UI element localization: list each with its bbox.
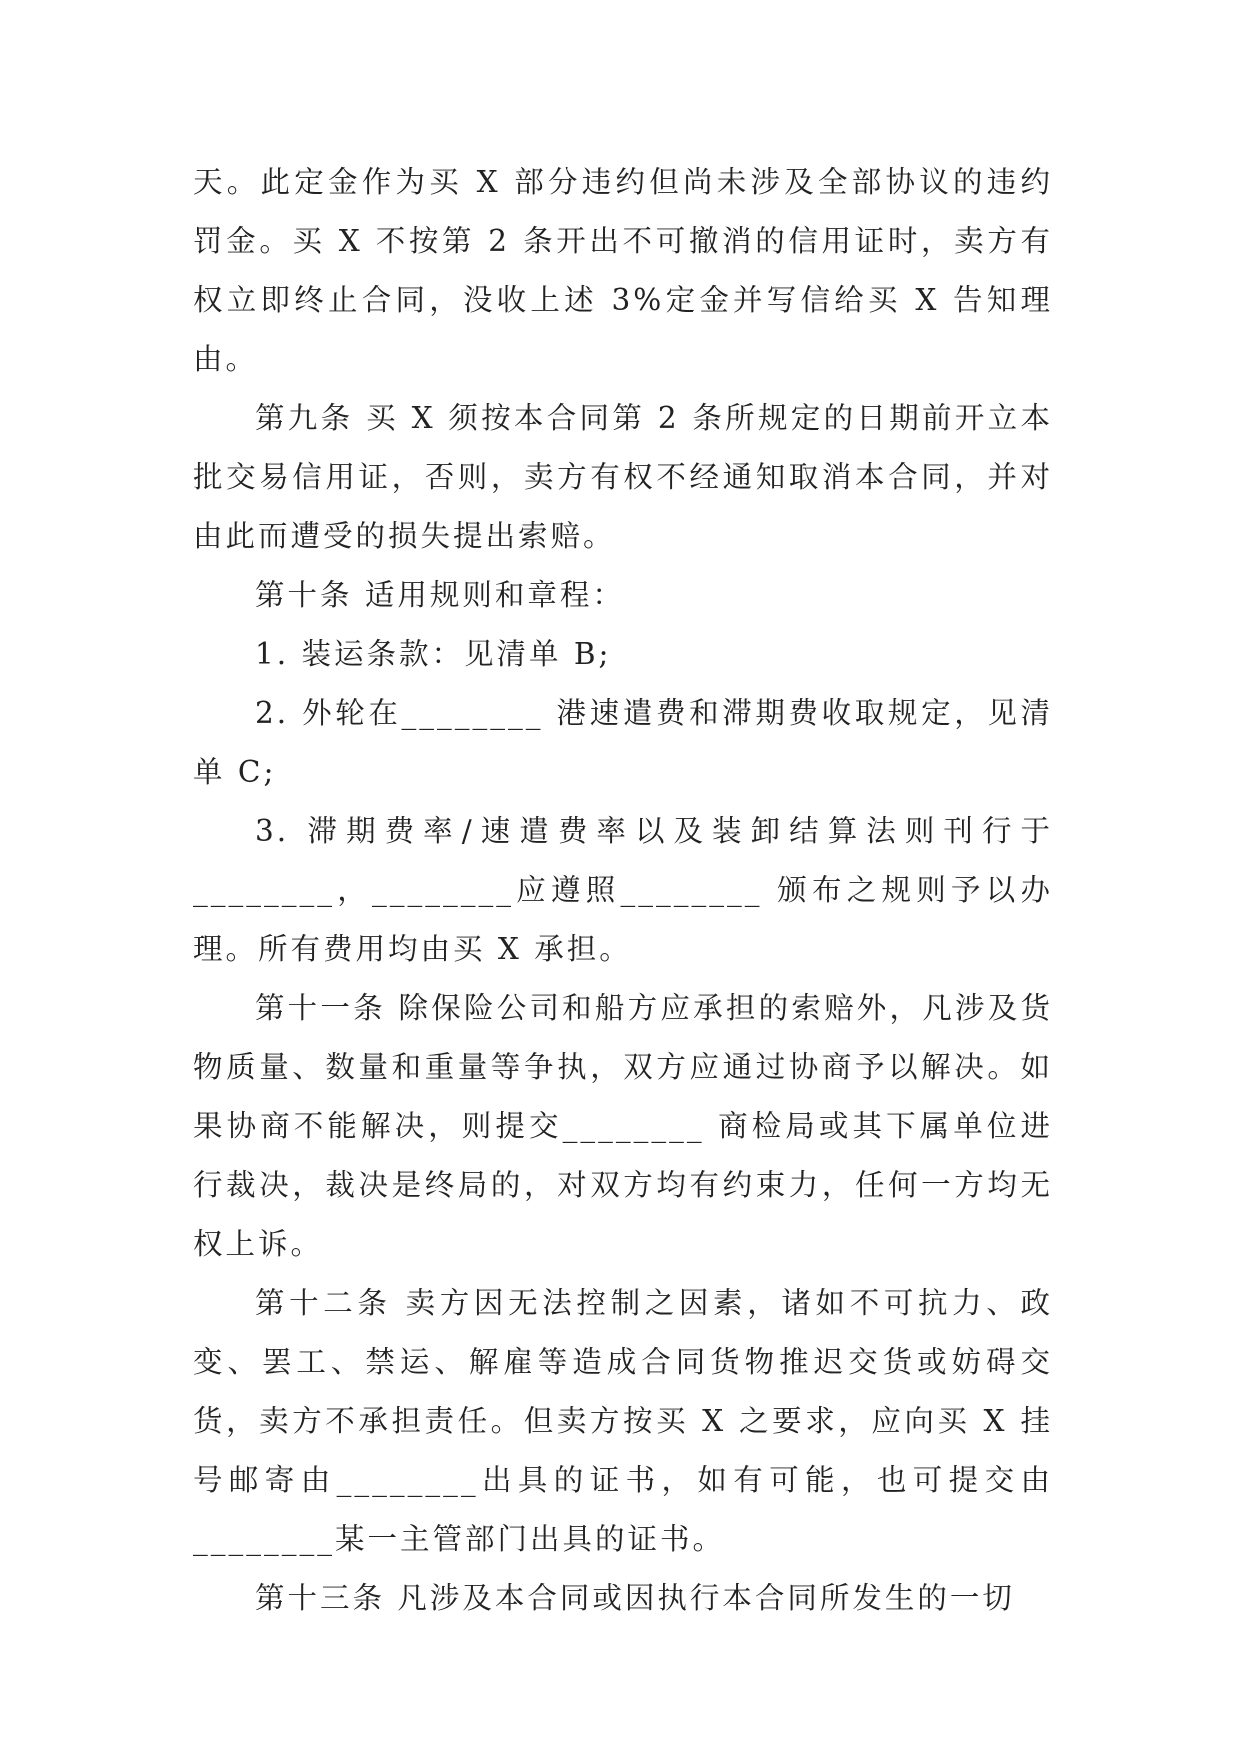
paragraph-article-10-item-1: 1. 装运条款：见清单 B;	[254, 637, 612, 671]
paragraph-article-10-item-3: 3. 滞期费率/速遣费率以及装卸结算法则刊行于________，________应遵照________ 颁布之规则予以办理。所有费用均由买 X 承担。	[193, 814, 1053, 966]
paragraph-article-12: 第十二条 卖方因无法控制之因素，诸如不可抗力、政变、罢工、禁运、解雇等造成合同货物推迟交货或妨碍交货，卖方不承担责任。但卖方按买 X 之要求，应向买 X 挂号邮寄由________出具的证书，如有可能，也可提交由________某一主管部门出具的证书。	[193, 1286, 1053, 1556]
document-page	[193, 153, 1053, 1628]
paragraph-article-13: 第十三条 凡涉及本合同或因执行本合同所发生的一切	[254, 1581, 1015, 1615]
paragraph-article-11: 第十一条 除保险公司和船方应承担的索赔外，凡涉及货物质量、数量和重量等争执，双方应通过协商予以解决。如果协商不能解决，则提交________ 商检局或其下属单位进行裁决，裁决是终局的，对双方均有约束力，任何一方均无权上诉。	[193, 991, 1053, 1261]
paragraph-deposit-continuation: 天。此定金作为买 X 部分违约但尚未涉及全部协议的违约罚金。买 X 不按第 2 条开出不可撤消的信用证时，卖方有权立即终止合同，没收上述 3%定金并写信给买 X 告知理由。	[193, 165, 1053, 376]
paragraph-article-10: 第十条 适用规则和章程：	[254, 578, 625, 612]
paragraph-article-10-item-2: 2. 外轮在________ 港速遣费和滞期费收取规定，见清单 C;	[193, 696, 1053, 789]
paragraph-article-9: 第九条 买 X 须按本合同第 2 条所规定的日期前开立本批交易信用证，否则，卖方有权不经通知取消本合同，并对由此而遭受的损失提出索赔。	[193, 401, 1053, 553]
